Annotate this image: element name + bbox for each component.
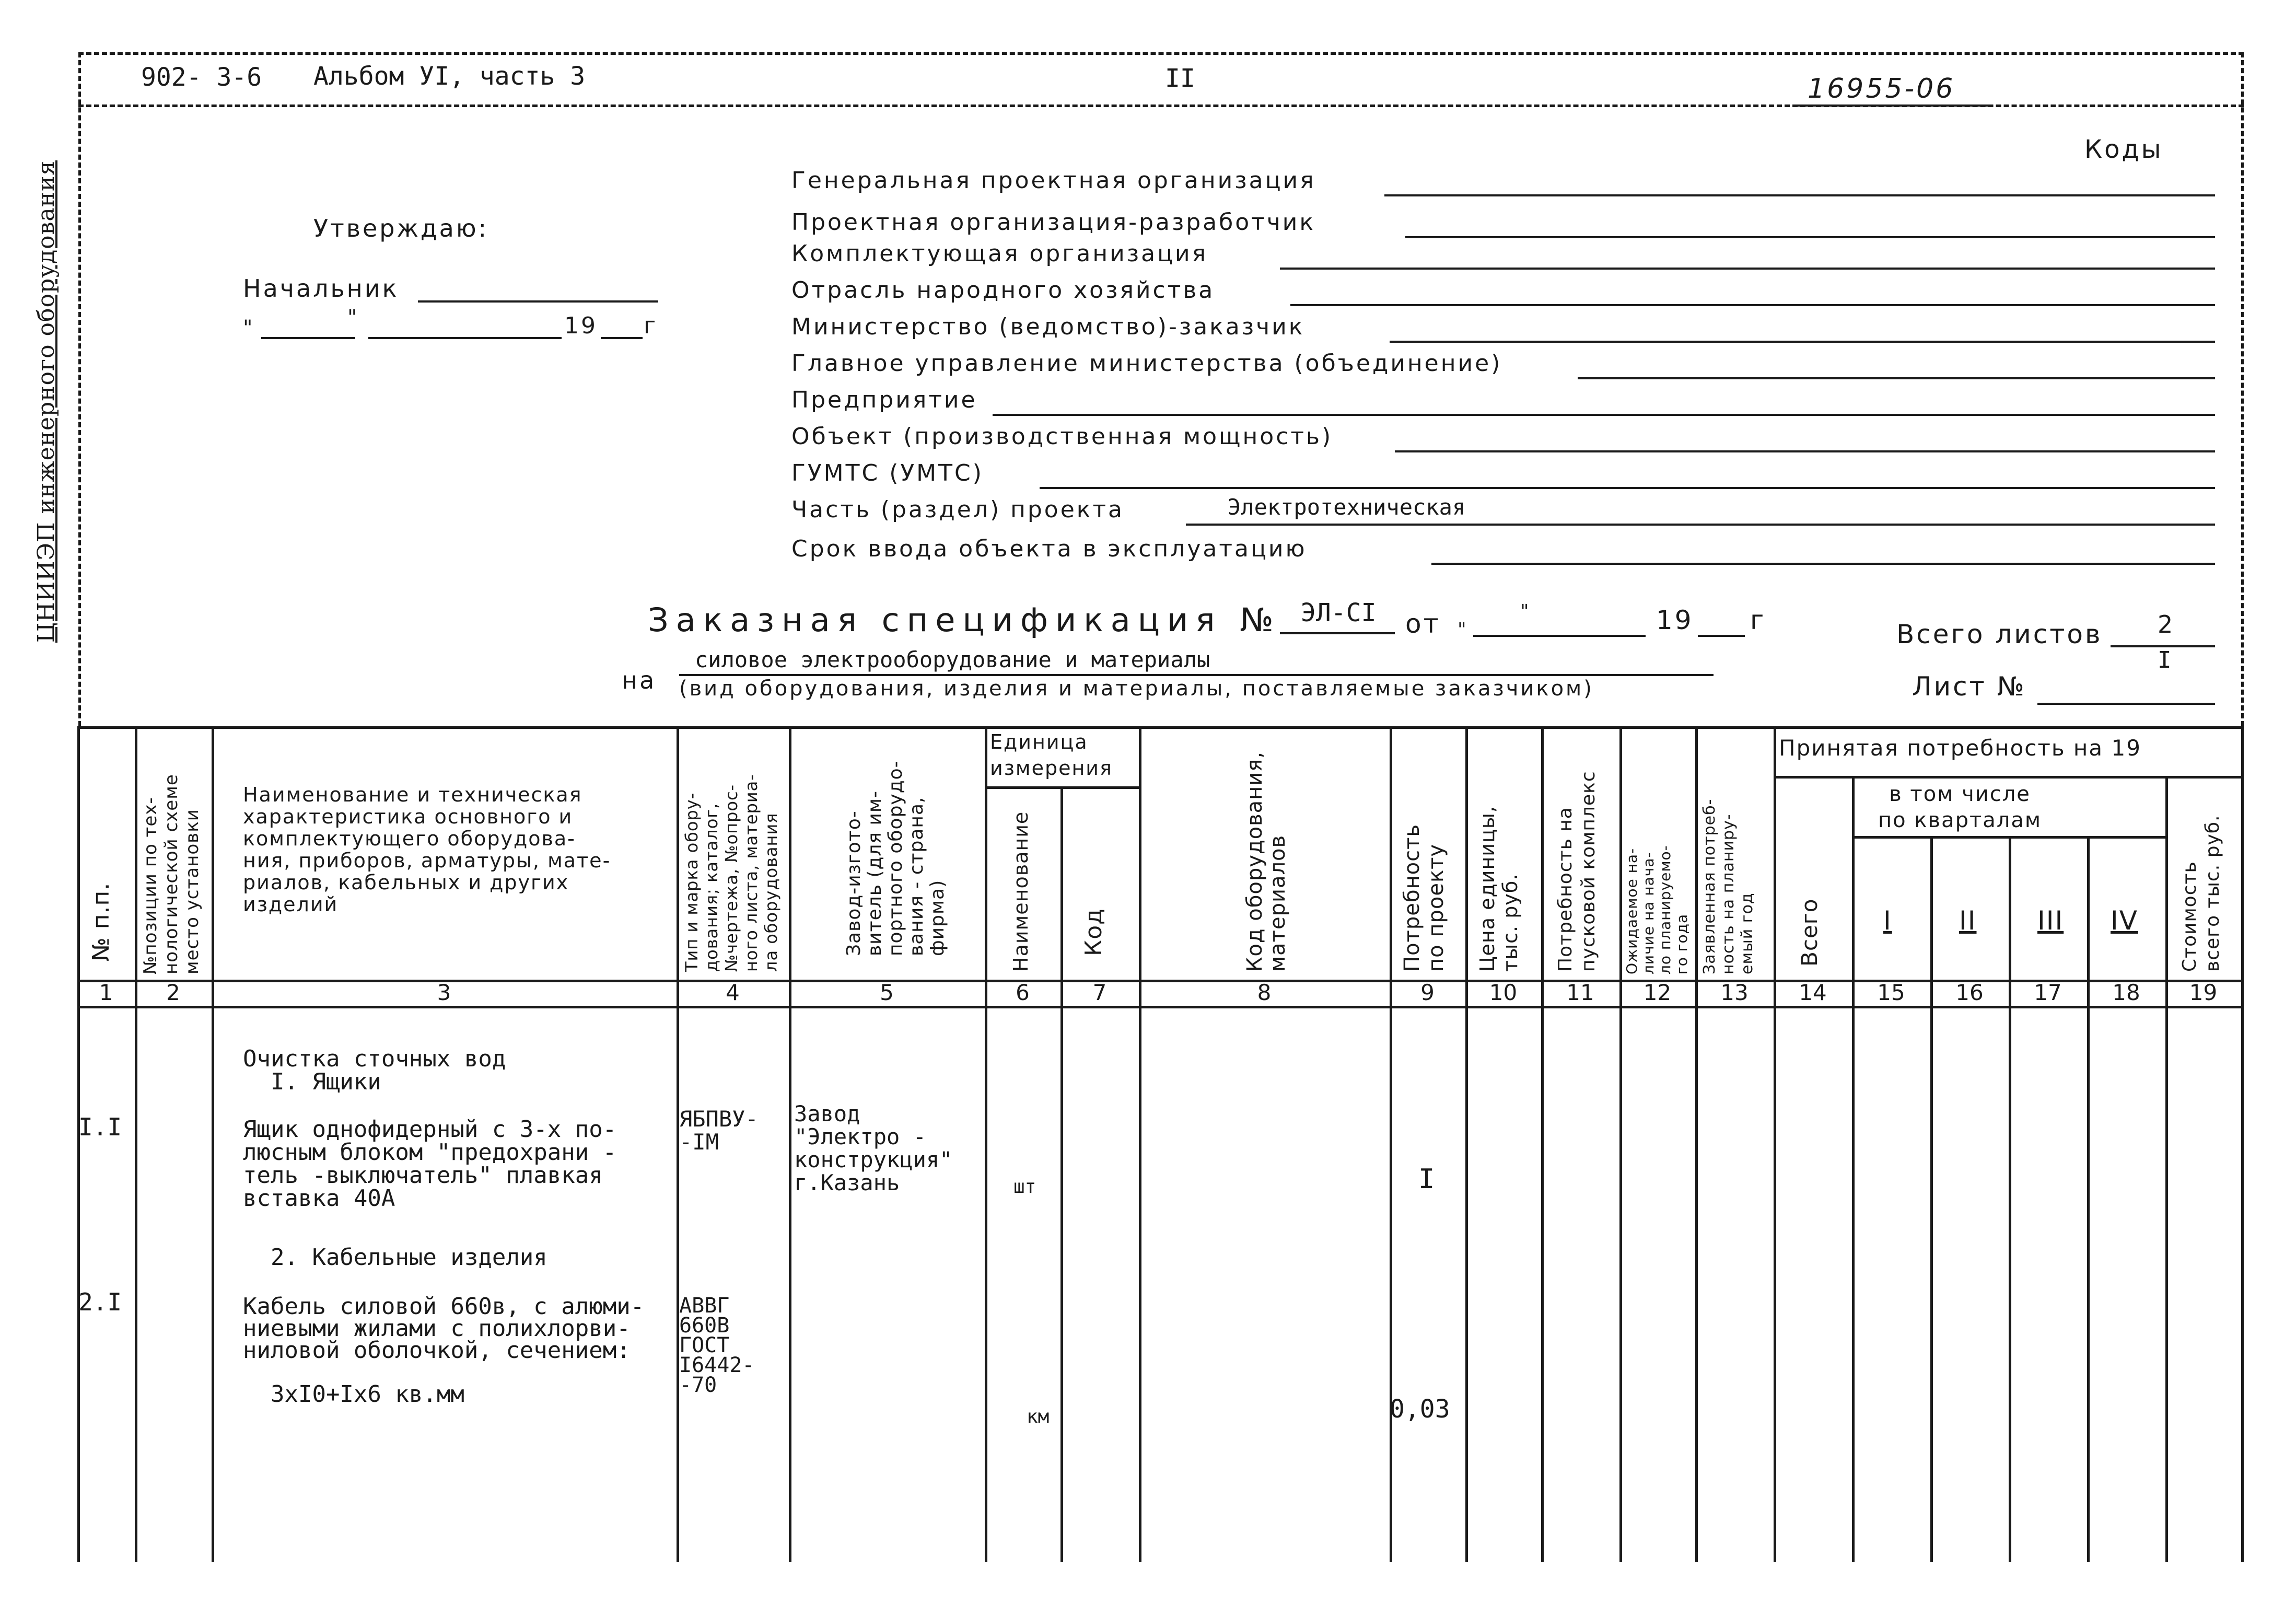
org-field-line <box>1280 268 2215 270</box>
header-name: Наименование и техническая характеристика основного и комплектующего оборудова- ния, приборов, арматуры, мате- риалов, кабельных и других изделий <box>243 783 611 916</box>
row-2-1-name: Кабель силовой 660в, с алюми- ниевыми жилами с полихлорви- ниловой оболочкой, сечением: 3xI0+Ix6 кв.мм <box>243 1293 645 1408</box>
row-2-1-pp: 2.I <box>78 1288 122 1316</box>
inventory-underline <box>1797 104 1990 107</box>
spec-subject: силовое электрооборудование и материалы <box>695 647 1210 672</box>
col-border-1 <box>135 726 137 1562</box>
inventory-number: 16955-06 <box>1808 73 1955 104</box>
header-quarters: в том числе по кварталам <box>1878 782 2042 832</box>
date-year: 19 <box>564 312 598 339</box>
org-field-line <box>1578 377 2215 379</box>
org-field-value: Электротехническая <box>1228 494 1466 520</box>
org-field-label: Объект (производственная мощность) <box>791 423 1333 450</box>
column-number: 13 <box>1720 980 1749 1005</box>
header-unit: Единица измерения <box>990 730 1113 780</box>
column-number: 15 <box>1877 980 1905 1005</box>
date-month-line <box>368 337 562 339</box>
column-number: 5 <box>880 980 894 1005</box>
frame-top <box>78 52 2244 55</box>
header-q1: I <box>1883 905 1892 936</box>
column-number: 17 <box>2034 980 2062 1005</box>
column-number: 16 <box>1955 980 1984 1005</box>
column-number: 12 <box>1643 980 1672 1005</box>
header-position: №позиции по тех- нологической схеме место установки <box>140 774 203 974</box>
column-number: 11 <box>1566 980 1594 1005</box>
date-year-line <box>601 337 643 339</box>
org-field-line <box>1186 524 2215 526</box>
col-border-0 <box>77 726 80 1562</box>
header-expected: Ожидаемое на- личие на нача- ло планируемо- го года <box>1623 845 1691 974</box>
date-year-suffix: г <box>644 312 658 339</box>
row-section-title: Очистка сточных вод I. Ящики <box>243 1045 506 1095</box>
col-border-6 <box>1060 786 1063 1562</box>
column-number: 8 <box>1257 980 1272 1005</box>
spec-subject-hint: (вид оборудования, изделия и материалы, поставляемые заказчиком) <box>679 677 1594 701</box>
chief-signature-line <box>418 300 658 303</box>
approve-label: Утверждаю: <box>313 214 489 242</box>
header-maker: Завод-изгото- витель (для им- портного оборудо- вания - страна, фирма) <box>843 760 948 956</box>
col-border-4 <box>789 726 791 1562</box>
row-2-1-qty: 0,03 <box>1390 1395 1450 1424</box>
col-border-17 <box>2087 836 2090 1562</box>
spec-year-suffix: г <box>1750 605 1766 635</box>
row-2-1-type: АВВГ 660В ГОСТ I6442- -70 <box>679 1294 755 1397</box>
row-1-1-pp: I.I <box>78 1113 122 1141</box>
column-number: 10 <box>1489 980 1518 1005</box>
table-colnum-bottom <box>77 1006 2243 1008</box>
org-field-line <box>1405 236 2215 238</box>
column-number: 6 <box>1016 980 1030 1005</box>
doc-code: 902- 3-6 <box>141 63 262 92</box>
org-field-line <box>1431 563 2215 565</box>
date-close-quote: " <box>347 306 359 330</box>
org-field-line <box>1395 450 2215 452</box>
col-border-18 <box>2165 776 2168 1562</box>
col-border-10 <box>1541 726 1544 1562</box>
org-field-label: Министерство (ведомство)-заказчик <box>791 313 1305 340</box>
header-project-need: Потребность по проекту <box>1400 823 1448 972</box>
sheet-mark: I <box>2158 647 2172 673</box>
org-field-label: Главное управление министерства (объединение) <box>791 350 1502 377</box>
codes-label: Коды <box>2084 135 2163 164</box>
col-border-15 <box>1930 836 1933 1562</box>
date-open-quote: " <box>243 316 255 340</box>
col-border-14 <box>1852 776 1855 1562</box>
date-day-line <box>261 337 355 339</box>
header-total: Всего <box>1797 898 1822 967</box>
row-section-cables: 2. Кабельные изделия <box>243 1244 547 1271</box>
col-border-16 <box>2009 836 2011 1562</box>
column-number: 18 <box>2112 980 2140 1005</box>
frame-left <box>78 52 81 726</box>
org-field-label: Отрасль народного хозяйства <box>791 277 1215 304</box>
header-q4: IV <box>2111 905 2138 936</box>
row-1-1-maker: Завод "Электро - конструкция" г.Казань <box>794 1101 953 1195</box>
row-1-1-unit: шт <box>1013 1176 1036 1198</box>
spec-date-quote: " <box>1520 601 1531 622</box>
header-accepted: Принятая потребность на 19 <box>1779 735 2141 761</box>
sheet-roman: II <box>1165 64 1195 93</box>
spec-from: от <box>1405 609 1441 639</box>
spec-date-open: " <box>1458 619 1468 641</box>
sheet-number-line <box>2037 703 2215 705</box>
column-number: 19 <box>2189 980 2218 1005</box>
header-q2: II <box>1959 905 1977 936</box>
spec-date-line <box>1473 635 1646 637</box>
col-border-13 <box>1774 726 1776 1562</box>
frame-right <box>2241 52 2244 726</box>
spec-on-label: на <box>622 666 657 694</box>
side-stamp: ЦНИИЭП инженерного оборудования <box>33 160 60 643</box>
org-field-label: Часть (раздел) проекта <box>791 496 1124 523</box>
column-number: 14 <box>1799 980 1827 1005</box>
header-type: Тип и марка обору- дования; каталог, №чертежа, №опрос- ного листа, материа- ла оборудования <box>682 774 781 972</box>
total-sheets-value: 2 <box>2158 610 2175 638</box>
header-declared: Заявленная потреб- ность на планиру- емый год <box>1700 798 1756 974</box>
column-number: 3 <box>437 980 451 1005</box>
col-border-19 <box>2241 726 2244 1562</box>
column-number: 1 <box>99 980 113 1005</box>
org-field-label: Генеральная проектная организация <box>791 167 1316 194</box>
col-border-7 <box>1139 726 1141 1562</box>
header-cost: Стоимость всего тыс. руб. <box>2179 815 2223 972</box>
table-unit-divider <box>985 786 1141 789</box>
col-border-9 <box>1465 726 1468 1562</box>
header-unit-code: Код <box>1080 908 1107 956</box>
org-field-label: Срок ввода объекта в эксплуатацию <box>791 536 1307 562</box>
header-pp: № п.п. <box>88 882 114 961</box>
album-label: Альбом УI, часть 3 <box>313 62 586 91</box>
col-border-8 <box>1390 726 1392 1562</box>
org-field-line <box>993 414 2215 416</box>
column-number: 9 <box>1420 980 1435 1005</box>
sheet-number-label: Лист № <box>1912 671 2026 702</box>
chief-label: Начальник <box>243 274 399 303</box>
row-1-1-qty: I <box>1418 1164 1435 1195</box>
org-field-line <box>1384 194 2215 196</box>
spec-number-line <box>1280 632 1395 634</box>
table-top <box>77 726 2243 729</box>
header-unit-price: Цена единицы, тыс. руб. <box>1476 806 1522 972</box>
org-field-line <box>1290 304 2215 306</box>
spec-title: Заказная спецификация № <box>648 601 1281 639</box>
row-1-1-type: ЯБПВУ- -IM <box>679 1106 759 1155</box>
column-number: 7 <box>1092 980 1107 1005</box>
total-sheets-label: Всего листов <box>1896 619 2103 649</box>
col-border-11 <box>1619 726 1622 1562</box>
column-number: 2 <box>166 980 180 1005</box>
row-2-1-unit: км <box>1027 1406 1050 1427</box>
spec-number: ЭЛ-СI <box>1301 598 1377 628</box>
spec-year: 19 <box>1656 605 1694 635</box>
header-launch-need: Потребность на пусковой комплекс <box>1555 771 1599 972</box>
spec-subject-line <box>679 674 1714 676</box>
table-accepted-divider <box>1774 776 2244 779</box>
header-q3: III <box>2037 905 2064 936</box>
org-field-label: Предприятие <box>791 387 977 413</box>
col-border-5 <box>985 726 987 1562</box>
header-unit-name: Наименование <box>1009 811 1032 972</box>
org-field-label: ГУМТС (УМТС) <box>791 460 984 486</box>
org-field-line <box>1390 341 2215 343</box>
org-field-label: Проектная организация-разработчик <box>791 209 1315 236</box>
header-equipment-code: Код оборудования, материалов <box>1243 751 1290 972</box>
col-border-2 <box>212 726 214 1562</box>
org-field-line <box>1040 487 2215 489</box>
org-field-label: Комплектующая организация <box>791 240 1208 267</box>
spec-year-line <box>1698 635 1745 637</box>
row-1-1-name: Ящик однофидерный с 3-х по- люсным блоком "предохрани - тель -выключатель" плавкая вставка 40А <box>243 1116 617 1212</box>
column-number: 4 <box>726 980 740 1005</box>
col-border-12 <box>1695 726 1698 1562</box>
